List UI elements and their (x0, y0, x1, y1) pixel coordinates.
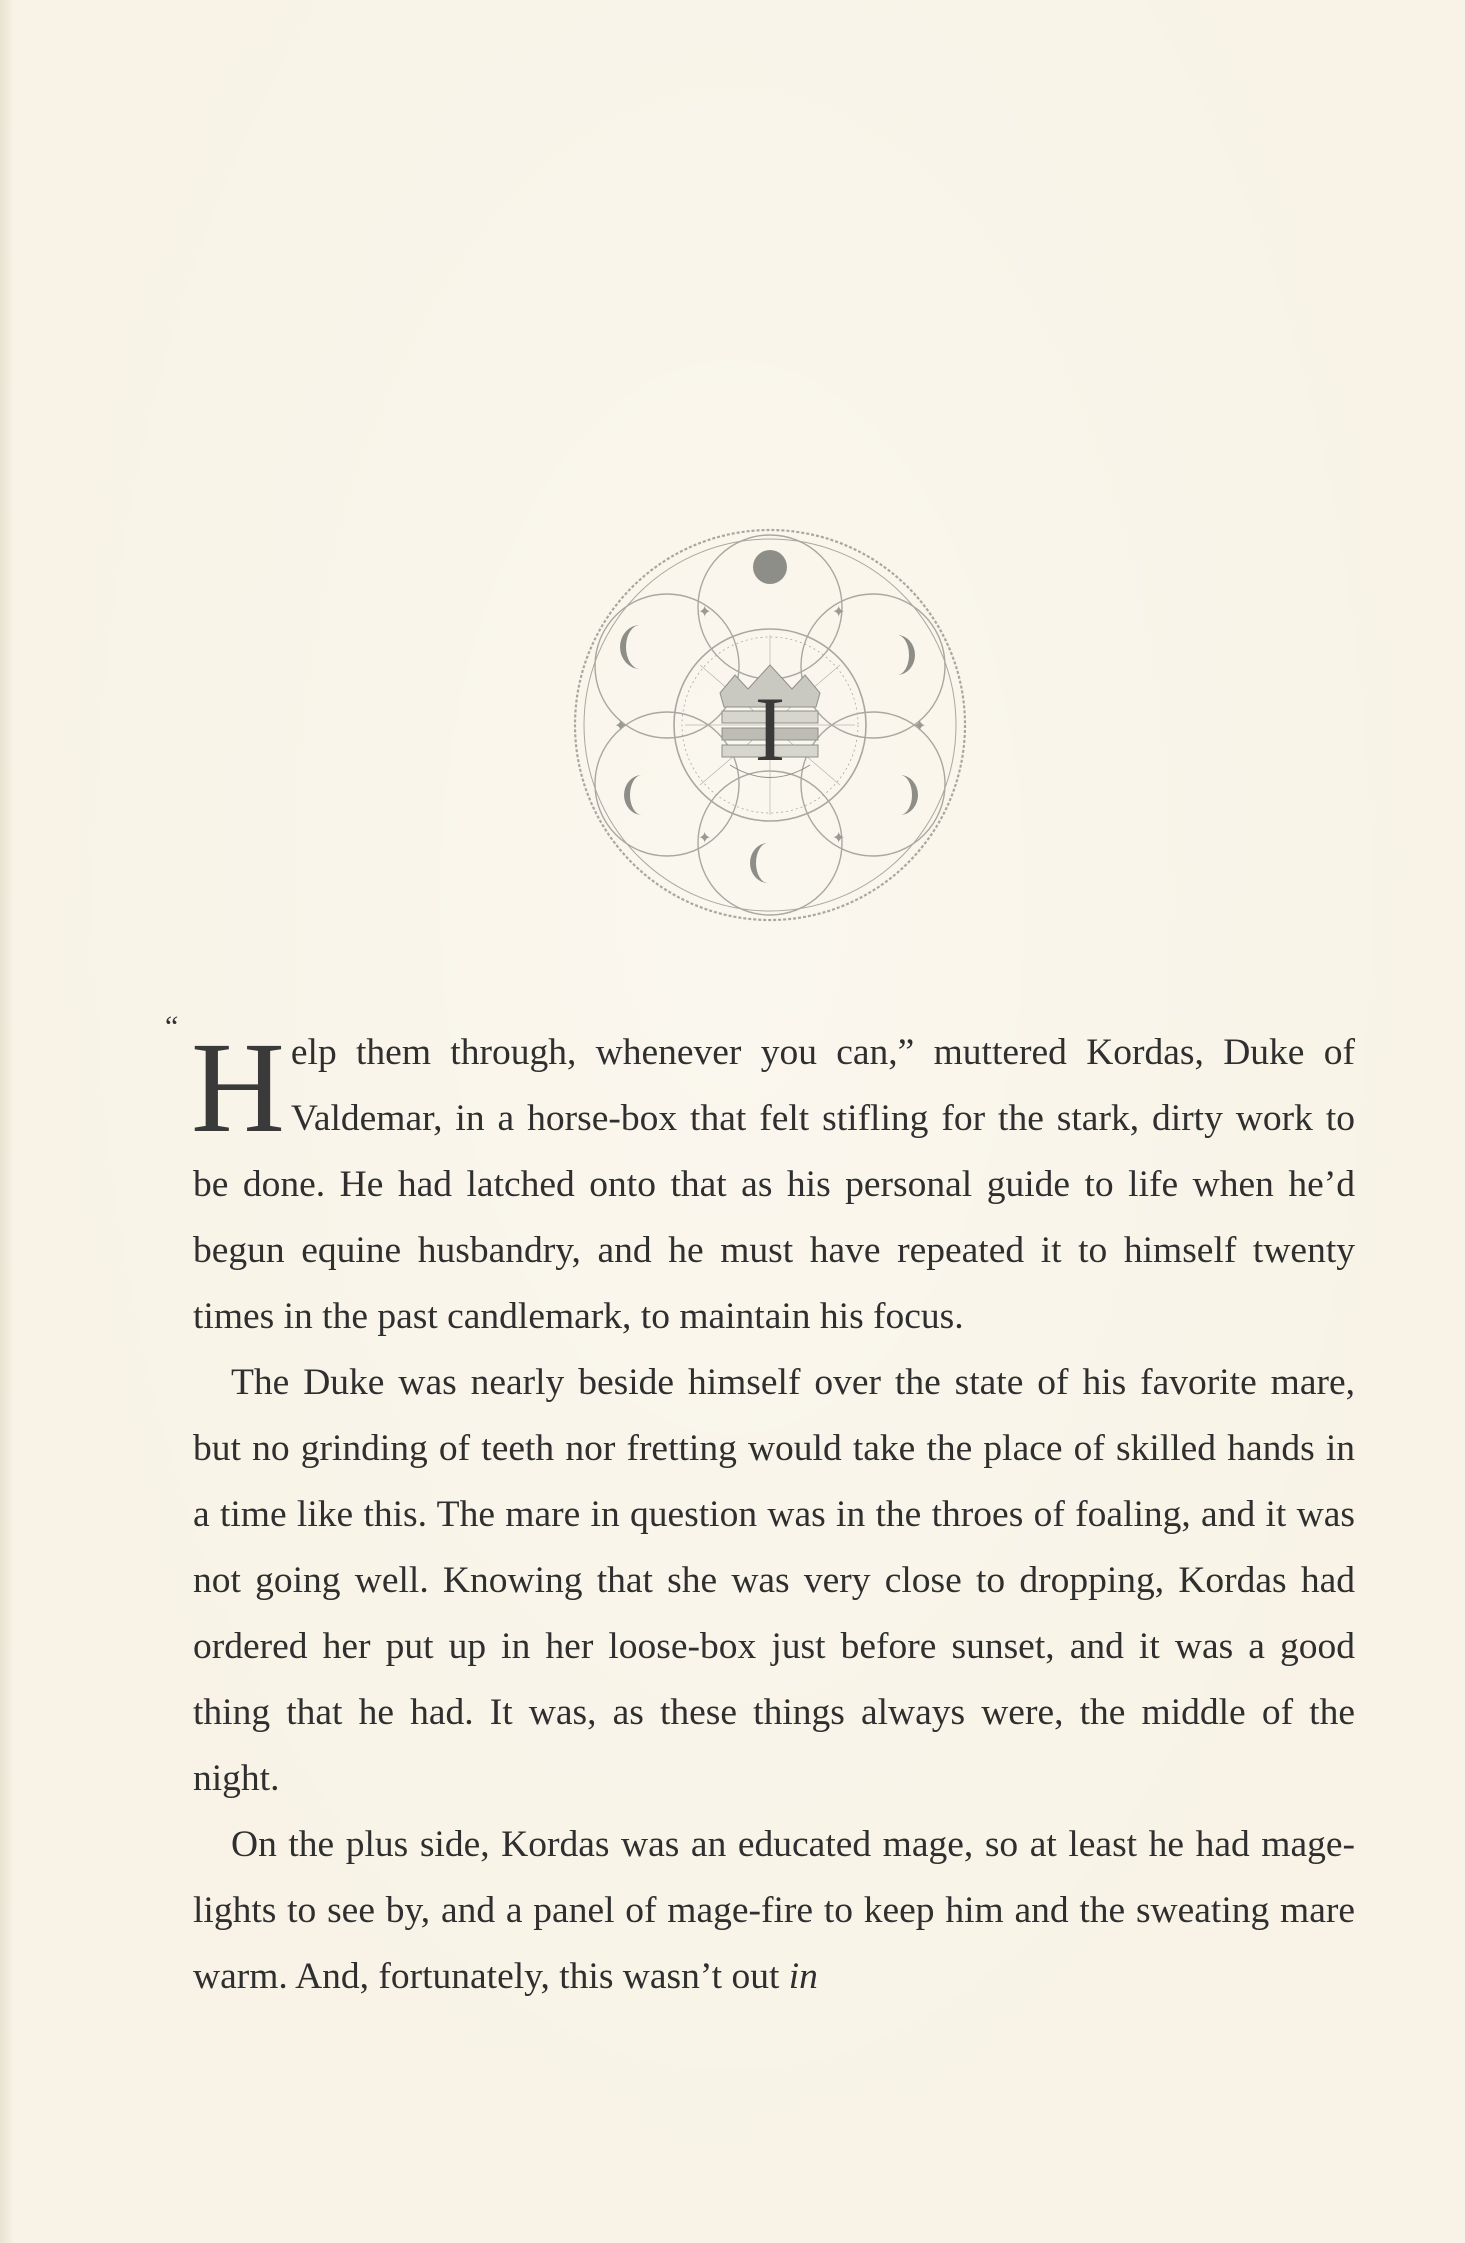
chapter-number: I (754, 678, 786, 780)
paragraph-3 (193, 1812, 1355, 2010)
paragraph-1 (165, 1010, 1355, 1350)
paragraph-2-text: The Duke was nearly beside himself over the state of his favorite mare, but no grinding of teeth nor fretting would take the place of skilled hands in a time like this. The mare in question was in the throes of foaling, and it was not going well. Knowing that she was very close to dropping, Kordas had ordered her put up in her loose-box just before sunset, and it was a good thing that he had. It was, as these things always were, the middle of the night. (193, 1362, 1355, 1799)
paragraph-2 (193, 1350, 1355, 1812)
svg-text:✦: ✦ (832, 602, 846, 621)
drop-cap: H (191, 1016, 285, 1160)
svg-text:✦: ✦ (832, 828, 846, 847)
paragraph-1-text: elp them through, whenever you can,” muttered Kordas, Duke of Valdemar, in a horse-box that felt stifling for the stark, dirty work to be done. He had latched onto that as his personal guide to life when he’d begun equine husbandry, and he must have repeated it to himself twenty times in the past candlemark, to maintain his focus. (193, 1032, 1355, 1337)
opening-quote-mark: “ (165, 1010, 179, 1043)
svg-text:✦: ✦ (698, 602, 712, 621)
paragraph-3-text: On the plus side, Kordas was an educated mage, so at least he had mage-lights to see by, and a panel of mage-fire to keep him and the sweating mare warm. And, fortunately, this wasn’t out (193, 1824, 1355, 1997)
paragraph-3-italic: in (788, 1956, 818, 1997)
svg-text:✦: ✦ (698, 828, 712, 847)
svg-text:✦: ✦ (913, 716, 927, 735)
page-edge-shadow (0, 0, 14, 2243)
svg-text:✦: ✦ (614, 716, 628, 735)
chapter-text (165, 1010, 1355, 2010)
